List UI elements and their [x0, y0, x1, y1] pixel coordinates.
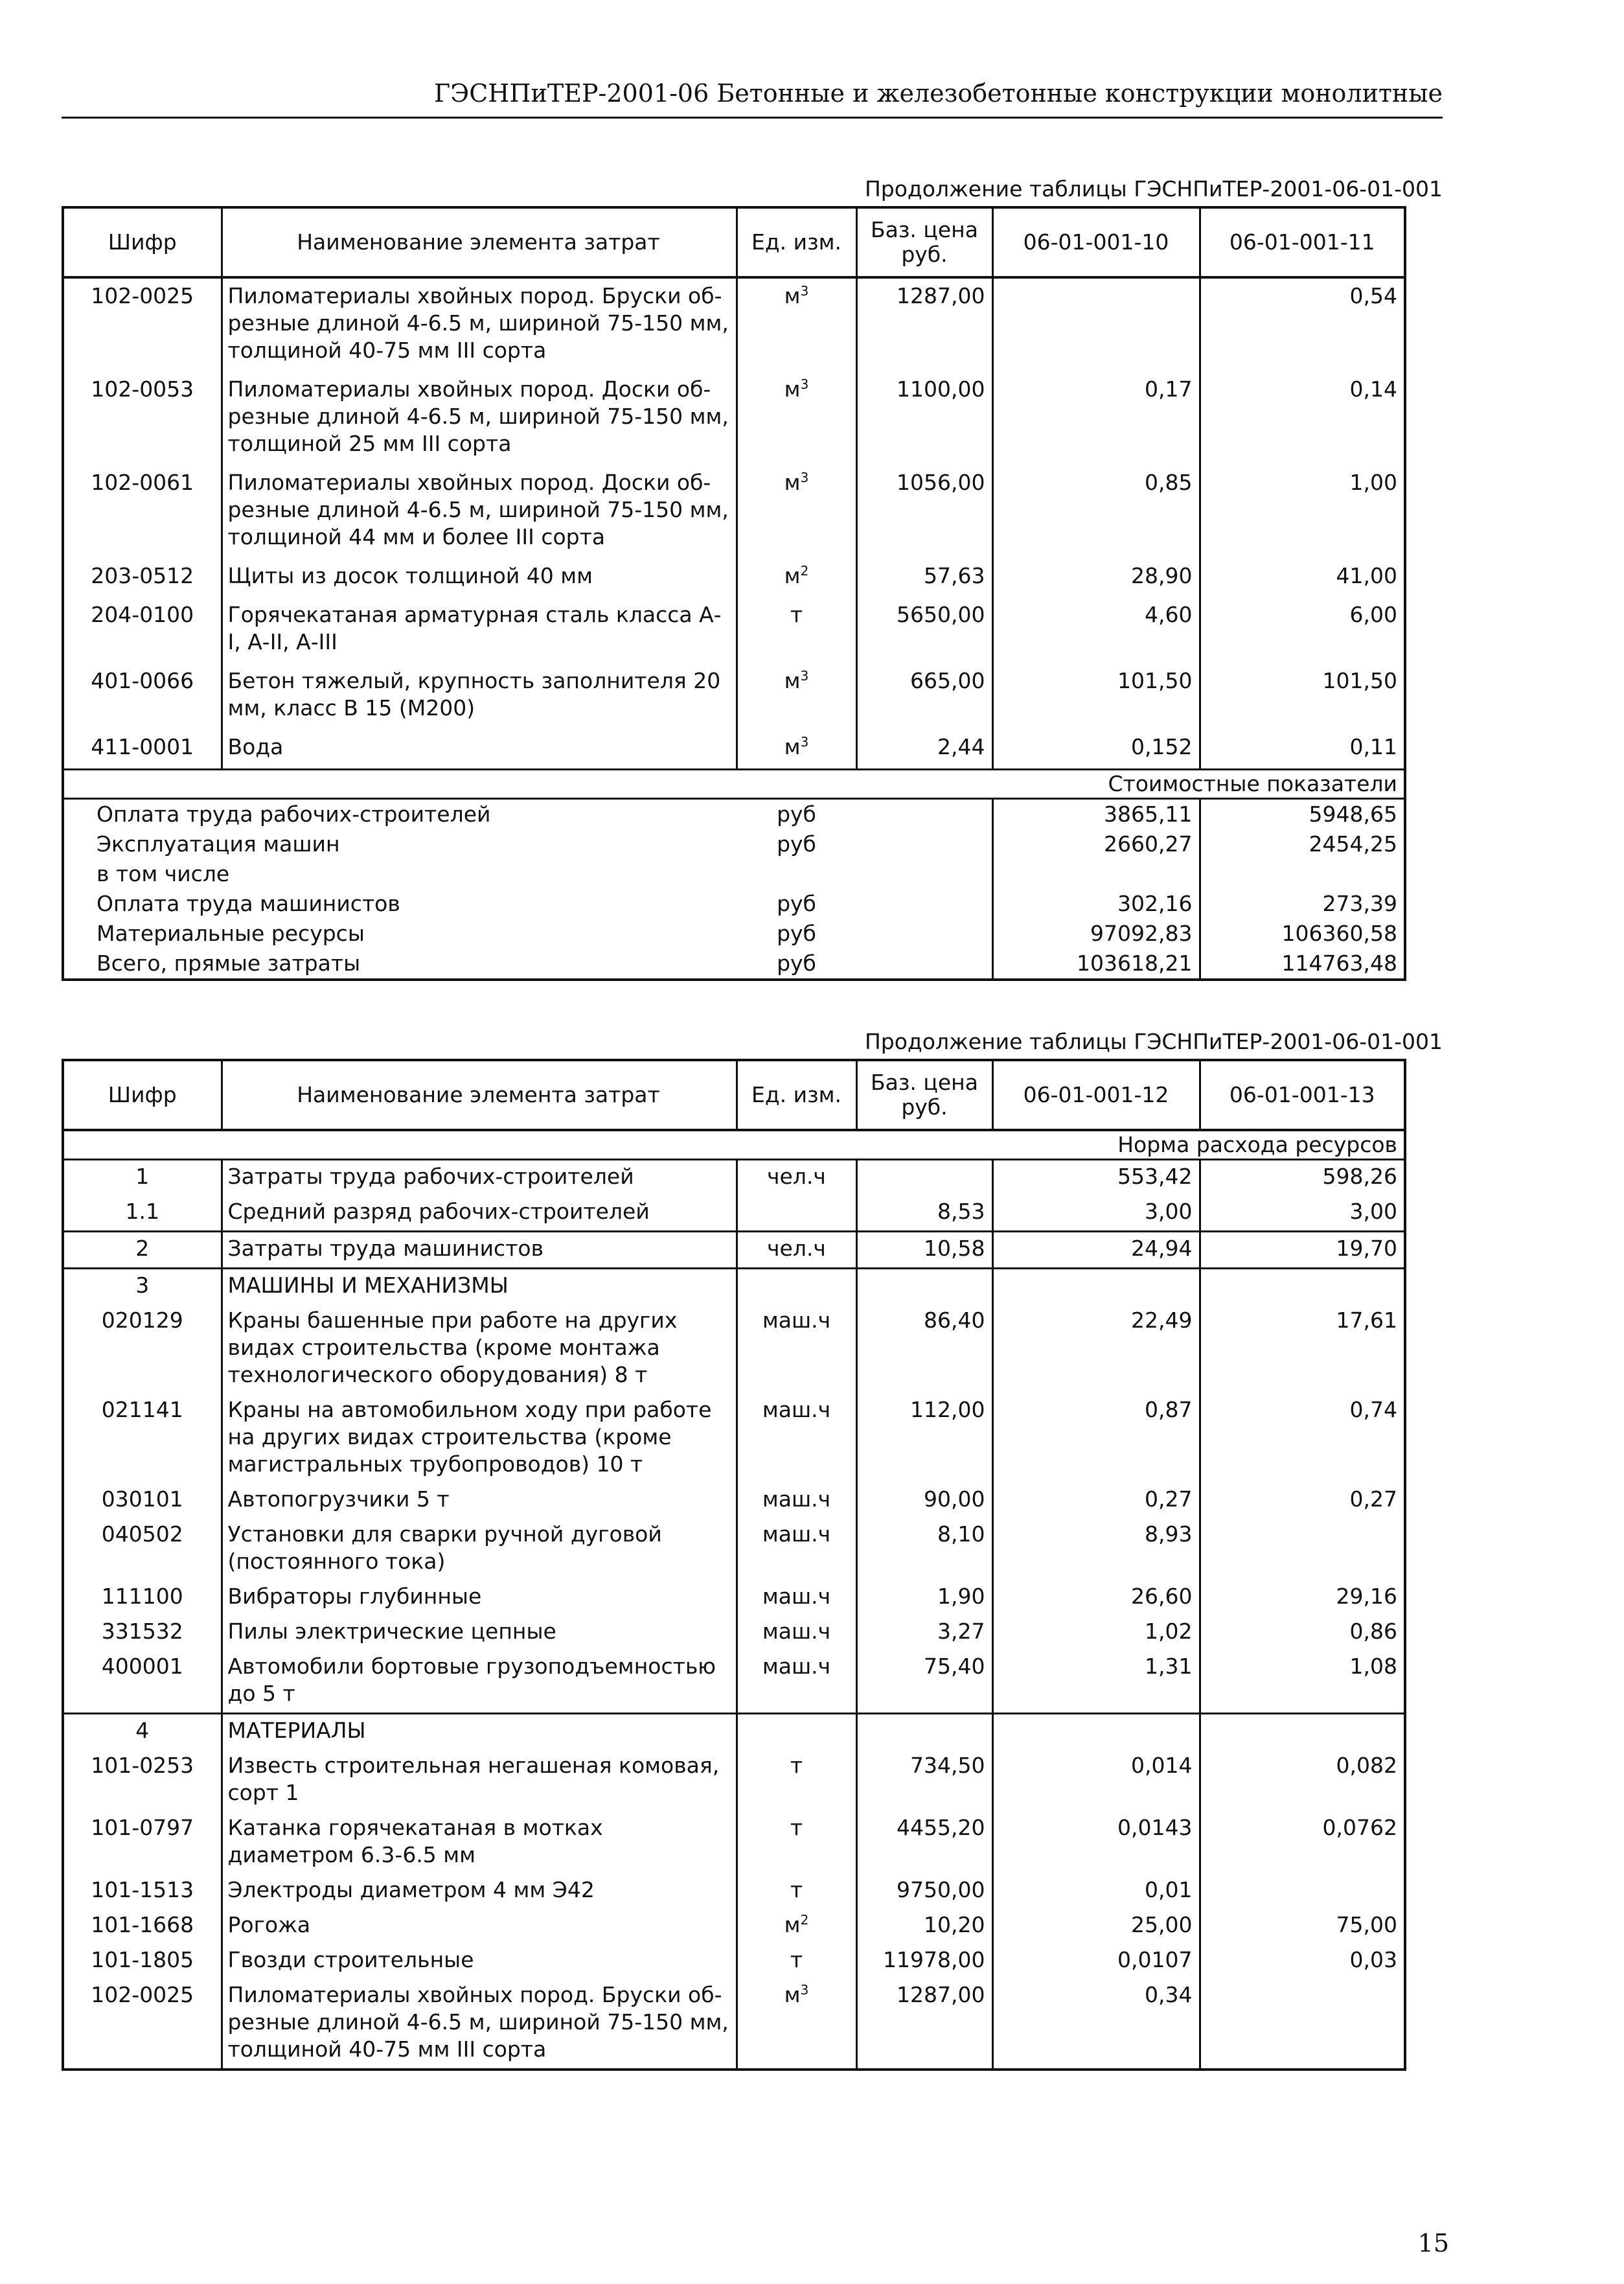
column-header-code: Шифр — [63, 207, 222, 277]
summary-label: Эксплуатация машин — [63, 829, 737, 859]
row-code: 111100 — [63, 1580, 222, 1615]
row-unit: $м^3$ — [737, 465, 856, 559]
table-row — [63, 1874, 1405, 1909]
column-header-unit: Ед. изм. — [737, 1060, 856, 1130]
row-name: Автомобили бортовые грузоподъемностью до 5 т — [222, 1650, 737, 1714]
row-code: 401-0066 — [63, 663, 222, 730]
table-row — [63, 1195, 1405, 1232]
summary-price-cell — [856, 919, 992, 949]
row-value-col2 — [1200, 1714, 1405, 1750]
row-value-col2: 6,00 — [1200, 597, 1405, 663]
row-unit: $м^3$ — [737, 1979, 856, 2070]
row-name: Пиломатериалы хвойных пород. Бруски об-резные длиной 4-6.5 м, шириной 75-150 мм, толщиной 40-75 мм III сорта — [222, 1979, 737, 2070]
column-header-price: Баз. цена руб. — [856, 1060, 992, 1130]
row-value-col1 — [992, 277, 1200, 372]
row-code: 101-1513 — [63, 1874, 222, 1909]
table-row — [63, 1749, 1405, 1812]
row-base-price: 8,53 — [856, 1195, 992, 1232]
summary-row — [63, 889, 1405, 919]
row-code: 2 — [63, 1232, 222, 1269]
row-unit: маш.ч — [737, 1580, 856, 1615]
table-header-row — [63, 207, 1405, 277]
row-value-col1: 22,49 — [992, 1304, 1200, 1394]
summary-row — [63, 829, 1405, 859]
row-name: Установки для сварки ручной дуговой (постоянного тока) — [222, 1518, 737, 1580]
summary-price-cell — [856, 889, 992, 919]
row-name: Вибраторы глубинные — [222, 1580, 737, 1615]
row-base-price — [856, 1160, 992, 1196]
table-row — [63, 1483, 1405, 1518]
row-base-price: 9750,00 — [856, 1874, 992, 1909]
row-code: 021141 — [63, 1394, 222, 1483]
row-code: 101-1668 — [63, 1909, 222, 1944]
summary-value-col2: 114763,48 — [1200, 949, 1405, 980]
row-unit: маш.ч — [737, 1304, 856, 1394]
column-header-col1: 06-01-001-12 — [992, 1060, 1200, 1130]
row-name: Пилы электрические цепные — [222, 1615, 737, 1650]
summary-row — [63, 859, 1405, 889]
row-unit: чел.ч — [737, 1160, 856, 1196]
row-unit: $м^3$ — [737, 372, 856, 465]
row-base-price: 1287,00 — [856, 1979, 992, 2070]
table2-continuation-caption: Продолжение таблицы ГЭСНПиТЕР-2001-06-01-001 — [864, 1029, 1443, 1054]
row-value-col2 — [1200, 1979, 1405, 2070]
resource-norm-table-2 — [62, 1059, 1406, 2071]
column-header-col2: 06-01-001-13 — [1200, 1060, 1405, 1130]
row-name: МАТЕРИАЛЫ — [222, 1714, 737, 1750]
row-base-price: 2,44 — [856, 730, 992, 770]
row-value-col1: 24,94 — [992, 1232, 1200, 1269]
table-row — [63, 372, 1405, 465]
summary-label: Всего, прямые затраты — [63, 949, 737, 980]
row-code: 4 — [63, 1714, 222, 1750]
row-code: 3 — [63, 1269, 222, 1305]
table-row — [63, 1232, 1405, 1269]
row-code: 331532 — [63, 1615, 222, 1650]
row-code: 101-0253 — [63, 1749, 222, 1812]
row-name: МАШИНЫ И МЕХАНИЗМЫ — [222, 1269, 737, 1305]
table-header-row — [63, 1060, 1405, 1130]
row-code: 040502 — [63, 1518, 222, 1580]
row-value-col2: 0,27 — [1200, 1483, 1405, 1518]
summary-label: Материальные ресурсы — [63, 919, 737, 949]
column-header-name: Наименование элемента затрат — [222, 207, 737, 277]
summary-value-col1: 302,16 — [992, 889, 1200, 919]
table-row — [63, 1518, 1405, 1580]
row-name: Известь строительная негашеная комовая, сорт 1 — [222, 1749, 737, 1812]
column-header-col2: 06-01-001-11 — [1200, 207, 1405, 277]
table-row — [63, 1160, 1405, 1196]
row-value-col2: 0,082 — [1200, 1749, 1405, 1812]
row-value-col1: 25,00 — [992, 1909, 1200, 1944]
row-code: 101-0797 — [63, 1812, 222, 1874]
row-value-col1: 0,014 — [992, 1749, 1200, 1812]
row-base-price: 734,50 — [856, 1749, 992, 1812]
row-code: 400001 — [63, 1650, 222, 1714]
row-code: 102-0053 — [63, 372, 222, 465]
row-base-price: 90,00 — [856, 1483, 992, 1518]
row-base-price: 5650,00 — [856, 597, 992, 663]
row-base-price — [856, 1269, 992, 1305]
row-unit — [737, 1195, 856, 1232]
row-value-col2: 0,03 — [1200, 1944, 1405, 1979]
row-base-price: 75,40 — [856, 1650, 992, 1714]
column-header-name: Наименование элемента затрат — [222, 1060, 737, 1130]
summary-label: в том числе — [63, 859, 737, 889]
table-row — [63, 277, 1405, 372]
row-value-col1 — [992, 1269, 1200, 1305]
summary-value-col2: 106360,58 — [1200, 919, 1405, 949]
row-code: 411-0001 — [63, 730, 222, 770]
page-number: 15 — [1417, 2229, 1449, 2257]
row-name: Затраты труда машинистов — [222, 1232, 737, 1269]
row-base-price: 86,40 — [856, 1304, 992, 1394]
row-unit: т — [737, 1944, 856, 1979]
row-value-col2: 0,54 — [1200, 277, 1405, 372]
row-value-col1: 26,60 — [992, 1580, 1200, 1615]
summary-value-col1: 97092,83 — [992, 919, 1200, 949]
row-value-col2: 1,08 — [1200, 1650, 1405, 1714]
row-code: 204-0100 — [63, 597, 222, 663]
row-code: 1.1 — [63, 1195, 222, 1232]
row-value-col2 — [1200, 1269, 1405, 1305]
summary-value-col1: 3865,11 — [992, 799, 1200, 830]
row-name: Затраты труда рабочих-строителей — [222, 1160, 737, 1196]
row-value-col2 — [1200, 1874, 1405, 1909]
summary-value-col1: 2660,27 — [992, 829, 1200, 859]
table-row — [63, 597, 1405, 663]
row-value-col2: 0,0762 — [1200, 1812, 1405, 1874]
row-value-col2: 0,74 — [1200, 1394, 1405, 1483]
document-header-title: ГЭСНПиТЕР-2001-06 Бетонные и железобетонные конструкции монолитные — [433, 79, 1443, 108]
summary-label: Оплата труда машинистов — [63, 889, 737, 919]
row-value-col1: 0,34 — [992, 1979, 1200, 2070]
row-unit: маш.ч — [737, 1394, 856, 1483]
row-name: Пиломатериалы хвойных пород. Доски об-резные длиной 4-6.5 м, шириной 75-150 мм, толщиной 44 мм и более III сорта — [222, 465, 737, 559]
table-row — [63, 663, 1405, 730]
row-unit: т — [737, 1749, 856, 1812]
row-value-col2: 0,14 — [1200, 372, 1405, 465]
row-base-price: 1100,00 — [856, 372, 992, 465]
row-unit: т — [737, 1874, 856, 1909]
row-code: 102-0061 — [63, 465, 222, 559]
row-name: Горячекатаная арматурная сталь класса А-I, А-II, А-III — [222, 597, 737, 663]
row-value-col1: 1,31 — [992, 1650, 1200, 1714]
row-value-col1: 28,90 — [992, 559, 1200, 597]
row-unit: маш.ч — [737, 1518, 856, 1580]
summary-value-col1: 103618,21 — [992, 949, 1200, 980]
table-row — [63, 1394, 1405, 1483]
row-name: Вода — [222, 730, 737, 770]
summary-label: Оплата труда рабочих-строителей — [63, 799, 737, 830]
row-value-col2: 75,00 — [1200, 1909, 1405, 1944]
table-row — [63, 1909, 1405, 1944]
row-name: Рогожа — [222, 1909, 737, 1944]
section-heading-row — [63, 770, 1405, 799]
summary-unit: руб — [737, 949, 856, 980]
table-row — [63, 1979, 1405, 2070]
row-code: 030101 — [63, 1483, 222, 1518]
summary-price-cell — [856, 799, 992, 830]
row-unit: чел.ч — [737, 1232, 856, 1269]
row-base-price: 1287,00 — [856, 277, 992, 372]
row-code: 203-0512 — [63, 559, 222, 597]
resource-cost-table-1 — [62, 206, 1406, 981]
column-header-unit: Ед. изм. — [737, 207, 856, 277]
row-name: Катанка горячекатаная в мотках диаметром 6.3-6.5 мм — [222, 1812, 737, 1874]
row-name: Краны башенные при работе на других видах строительства (кроме монтажа технологического оборудования) 8 т — [222, 1304, 737, 1394]
row-unit: т — [737, 1812, 856, 1874]
column-header-code: Шифр — [63, 1060, 222, 1130]
summary-value-col1 — [992, 859, 1200, 889]
summary-price-cell — [856, 829, 992, 859]
row-name: Пиломатериалы хвойных пород. Доски об-резные длиной 4-6.5 м, шириной 75-150 мм, толщиной 25 мм III сорта — [222, 372, 737, 465]
row-unit — [737, 1714, 856, 1750]
summary-unit: руб — [777, 802, 816, 827]
row-base-price: 4455,20 — [856, 1812, 992, 1874]
column-header-col1: 06-01-001-10 — [992, 207, 1200, 277]
row-value-col1: 4,60 — [992, 597, 1200, 663]
summary-value-col2 — [1200, 859, 1405, 889]
table-row — [63, 1650, 1405, 1714]
row-value-col2: 0,86 — [1200, 1615, 1405, 1650]
table1-continuation-caption: Продолжение таблицы ГЭСНПиТЕР-2001-06-01-001 — [864, 176, 1443, 202]
row-value-col2: 0,11 — [1200, 730, 1405, 770]
row-value-col2 — [1200, 1518, 1405, 1580]
row-value-col1: 0,152 — [992, 730, 1200, 770]
row-base-price: 3,27 — [856, 1615, 992, 1650]
row-value-col2: 598,26 — [1200, 1160, 1405, 1196]
column-header-price: Баз. цена руб. — [856, 207, 992, 277]
row-value-col1: 3,00 — [992, 1195, 1200, 1232]
row-unit: $м^3$ — [737, 663, 856, 730]
summary-unit: руб — [777, 891, 816, 916]
table-row — [63, 1944, 1405, 1979]
row-value-col1: 0,0107 — [992, 1944, 1200, 1979]
row-base-price: 1056,00 — [856, 465, 992, 559]
summary-price-cell — [856, 859, 992, 889]
summary-row — [63, 799, 1405, 830]
row-value-col1: 0,01 — [992, 1874, 1200, 1909]
table-row — [63, 465, 1405, 559]
row-unit: маш.ч — [737, 1483, 856, 1518]
row-value-col1 — [992, 1714, 1200, 1750]
row-value-col2: 19,70 — [1200, 1232, 1405, 1269]
row-value-col2: 41,00 — [1200, 559, 1405, 597]
row-unit: т — [737, 597, 856, 663]
table-row — [63, 1269, 1405, 1305]
row-value-col1: 553,42 — [992, 1160, 1200, 1196]
row-unit — [737, 1269, 856, 1305]
row-value-col1: 101,50 — [992, 663, 1200, 730]
section-heading-row — [63, 1130, 1405, 1160]
row-name: Краны на автомобильном ходу при работе на других видах строительства (кроме магистральных трубопроводов) 10 т — [222, 1394, 737, 1483]
row-unit: маш.ч — [737, 1650, 856, 1714]
row-unit: $м^2$ — [737, 1909, 856, 1944]
row-value-col1: 0,17 — [992, 372, 1200, 465]
row-name: Щиты из досок толщиной 40 мм — [222, 559, 737, 597]
row-value-col1: 1,02 — [992, 1615, 1200, 1650]
row-value-col1: 0,0143 — [992, 1812, 1200, 1874]
row-name: Автопогрузчики 5 т — [222, 1483, 737, 1518]
row-base-price: 10,58 — [856, 1232, 992, 1269]
row-unit: $м^3$ — [737, 730, 856, 770]
row-code: 101-1805 — [63, 1944, 222, 1979]
summary-value-col2: 2454,25 — [1200, 829, 1405, 859]
row-value-col1: 0,27 — [992, 1483, 1200, 1518]
summary-unit — [737, 859, 856, 889]
row-code: 020129 — [63, 1304, 222, 1394]
row-value-col2: 17,61 — [1200, 1304, 1405, 1394]
summary-unit: руб — [777, 831, 816, 857]
row-name: Гвозди строительные — [222, 1944, 737, 1979]
summary-price-cell — [856, 949, 992, 980]
summary-value-col2: 5948,65 — [1200, 799, 1405, 830]
row-unit: маш.ч — [737, 1615, 856, 1650]
row-base-price: 10,20 — [856, 1909, 992, 1944]
table-row — [63, 1304, 1405, 1394]
summary-row — [63, 949, 1405, 980]
row-value-col2: 3,00 — [1200, 1195, 1405, 1232]
row-name: Пиломатериалы хвойных пород. Бруски об-резные длиной 4-6.5 м, шириной 75-150 мм, толщиной 40-75 мм III сорта — [222, 277, 737, 372]
row-code: 1 — [63, 1160, 222, 1196]
header-divider — [62, 117, 1443, 119]
table-row — [63, 1580, 1405, 1615]
row-base-price: 57,63 — [856, 559, 992, 597]
row-base-price: 112,00 — [856, 1394, 992, 1483]
table-row — [63, 1812, 1405, 1874]
row-base-price: 665,00 — [856, 663, 992, 730]
row-unit: $м^2$ — [737, 559, 856, 597]
row-name: Бетон тяжелый, крупность заполнителя 20 мм, класс В 15 (М200) — [222, 663, 737, 730]
row-base-price: 8,10 — [856, 1518, 992, 1580]
row-code: 102-0025 — [63, 1979, 222, 2070]
summary-value-col2: 273,39 — [1200, 889, 1405, 919]
row-name: Электроды диаметром 4 мм Э42 — [222, 1874, 737, 1909]
table-row — [63, 559, 1405, 597]
summary-row — [63, 919, 1405, 949]
row-value-col2: 1,00 — [1200, 465, 1405, 559]
row-value-col2: 29,16 — [1200, 1580, 1405, 1615]
row-base-price — [856, 1714, 992, 1750]
summary-unit: руб — [777, 921, 816, 946]
row-value-col2: 101,50 — [1200, 663, 1405, 730]
row-base-price: 1,90 — [856, 1580, 992, 1615]
row-base-price: 11978,00 — [856, 1944, 992, 1979]
row-unit: $м^3$ — [737, 277, 856, 372]
norm-section-label: Норма расхода ресурсов — [63, 1130, 1405, 1160]
cost-section-label: Стоимостные показатели — [63, 770, 1405, 799]
table-row — [63, 730, 1405, 770]
row-value-col1: 8,93 — [992, 1518, 1200, 1580]
table-row — [63, 1615, 1405, 1650]
row-code: 102-0025 — [63, 277, 222, 372]
row-value-col1: 0,85 — [992, 465, 1200, 559]
row-value-col1: 0,87 — [992, 1394, 1200, 1483]
row-name: Средний разряд рабочих-строителей — [222, 1195, 737, 1232]
table-row — [63, 1714, 1405, 1750]
